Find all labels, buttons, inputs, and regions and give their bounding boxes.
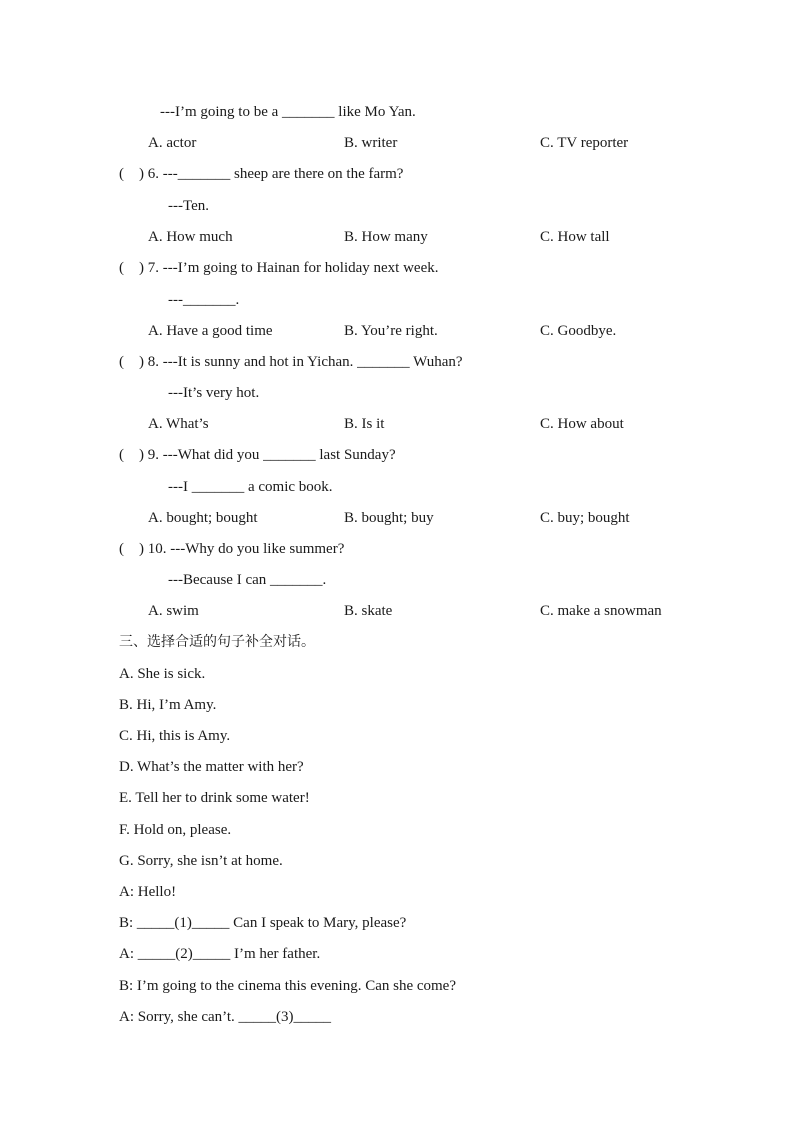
question-10-line: ---Because I can _______. [168, 572, 327, 588]
choice-e: E. Tell her to drink some water! [119, 790, 310, 806]
question-8-line: ---It’s very hot. [168, 385, 260, 401]
choice-g: G. Sorry, she isn’t at home. [119, 853, 283, 869]
dialogue-line: A: Hello! [119, 884, 177, 900]
section-3-heading: 三、选择合适的句子补全对话。 [119, 634, 315, 650]
choice-b: B. Hi, I’m Amy. [119, 697, 217, 713]
choice-c: C. Hi, this is Amy. [119, 728, 231, 744]
question-6-option-c: C. How tall [540, 229, 610, 245]
question-7-line: ---_______. [168, 292, 240, 308]
question-7-option-b: B. You’re right. [344, 323, 438, 339]
question-7-option-a: A. Have a good time [148, 323, 273, 339]
question-6-stem: ( ) 6. ---_______ sheep are there on the farm? [119, 166, 404, 182]
choice-d: D. What’s the matter with her? [119, 759, 304, 775]
question-9-option-c: C. buy; bought [540, 510, 630, 526]
question-5-option-c: C. TV reporter [540, 135, 629, 151]
question-6-option-b: B. How many [344, 229, 428, 245]
question-8-option-b: B. Is it [344, 416, 385, 432]
question-6-line: ---Ten. [168, 198, 210, 214]
question-10-option-b: B. skate [344, 603, 393, 619]
question-9-option-a: A. bought; bought [148, 510, 258, 526]
question-5-option-a: A. actor [148, 135, 197, 151]
question-8-option-c: C. How about [540, 416, 624, 432]
question-6-option-a: A. How much [148, 229, 233, 245]
question-9-line: ---I _______ a comic book. [168, 479, 333, 495]
question-7-option-c: C. Goodbye. [540, 323, 617, 339]
dialogue-line: B: _____(1)_____ Can I speak to Mary, please? [119, 915, 407, 931]
question-10-option-c: C. make a snowman [540, 603, 662, 619]
choice-a: A. She is sick. [119, 666, 206, 682]
dialogue-line: B: I’m going to the cinema this evening. Can she come? [119, 978, 457, 994]
question-10-option-a: A. swim [148, 603, 199, 619]
question-5-option-b: B. writer [344, 135, 398, 151]
question-7-stem: ( ) 7. ---I’m going to Hainan for holiday next week. [119, 260, 439, 276]
question-5-line: ---I’m going to be a _______ like Mo Yan. [160, 104, 416, 120]
question-9-stem: ( ) 9. ---What did you _______ last Sunday? [119, 447, 396, 463]
question-9-option-b: B. bought; buy [344, 510, 434, 526]
dialogue-line: A: Sorry, she can’t. _____(3)_____ [119, 1009, 332, 1025]
choice-f: F. Hold on, please. [119, 822, 232, 838]
question-10-stem: ( ) 10. ---Why do you like summer? [119, 541, 345, 557]
question-8-stem: ( ) 8. ---It is sunny and hot in Yichan. _______ Wuhan? [119, 354, 463, 370]
question-8-option-a: A. What’s [148, 416, 209, 432]
dialogue-line: A: _____(2)_____ I’m her father. [119, 946, 321, 962]
